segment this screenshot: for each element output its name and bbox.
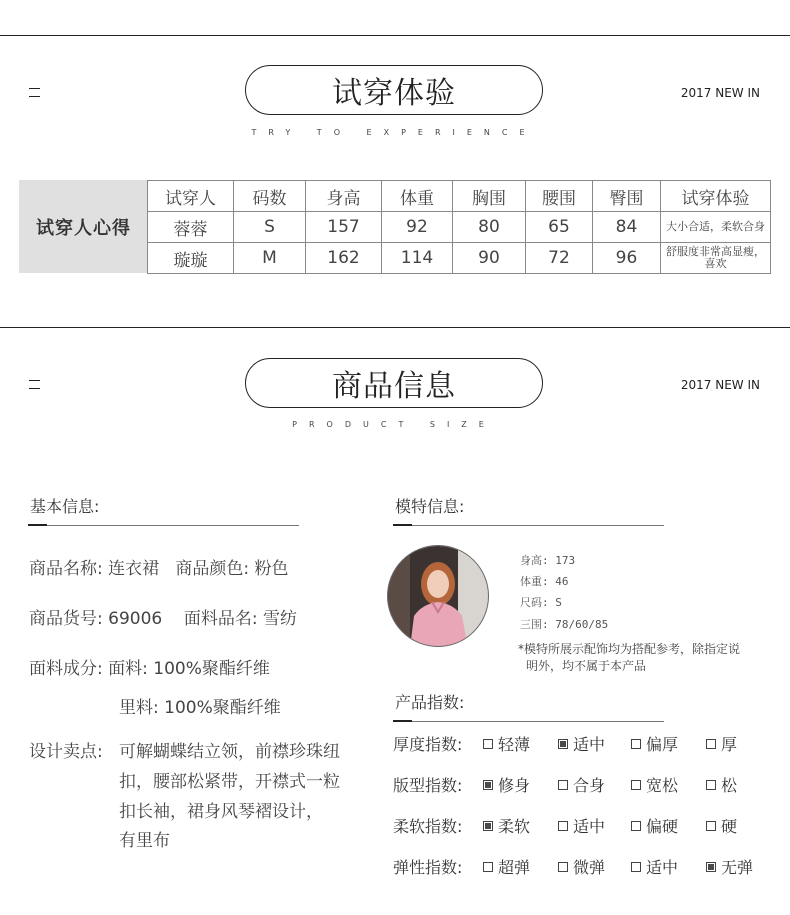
composition-lining: 里料: 100%聚酯纤维 [119,698,281,718]
index-option-label: 适中 [646,858,679,877]
color-value: 粉色 [254,559,289,579]
design-text-line: 扣长袖，裙身风琴褶设计， [119,802,323,822]
index-option-label: 微弹 [573,858,606,877]
info-composition-line [29,654,270,679]
index-row [393,732,773,754]
index-option[interactable] [483,732,530,755]
table-cell: 114 [382,243,453,274]
table-cell: S [234,212,306,243]
info-sku-fabric-line [29,604,297,629]
menu-dash-icon [29,380,40,389]
table-row [148,243,771,274]
table-cell-experience: 舒服度非常高显瘦，喜欢 [661,243,771,274]
middle-divider [0,327,790,328]
index-option[interactable] [558,732,605,755]
model-info-heading: 模特信息: [395,497,465,516]
index-option[interactable] [558,773,605,796]
checkbox-checked-icon[interactable] [558,739,568,749]
section-title-trial: 试穿体验 [245,65,543,115]
table-cell: 92 [382,212,453,243]
checkbox-empty-icon[interactable] [706,780,716,790]
index-option[interactable] [631,773,678,796]
checkbox-empty-icon[interactable] [483,739,493,749]
table-cell: 96 [593,243,661,274]
index-option-label: 偏厚 [646,735,679,754]
name-value: 连衣裙 [108,559,160,579]
section-title-product: 商品信息 [245,358,543,408]
table-row [148,212,771,243]
checkbox-empty-icon[interactable] [631,780,641,790]
model-size: 尺码: S [520,596,562,609]
index-option[interactable] [483,855,530,878]
model-info-underline [393,525,664,526]
index-option[interactable] [558,855,605,878]
new-in-badge: 2017 NEW IN [680,86,760,100]
index-option-label: 修身 [498,776,531,795]
design-text-line: 可解蝴蝶结立领，前襟珍珠纽 [119,742,340,762]
index-option-label: 柔软 [498,817,531,836]
checkbox-empty-icon[interactable] [558,821,568,831]
basic-info-heading: 基本信息: [30,497,100,516]
model-height: 身高: 173 [520,554,576,567]
sku-label: 商品货号: [29,609,103,629]
index-option[interactable] [558,814,605,837]
index-option[interactable] [631,855,678,878]
index-option-label: 适中 [573,817,606,836]
table-cell: 157 [306,212,382,243]
index-option-label: 松 [721,776,738,795]
model-note-line: 明外，均不属于本产品 [526,659,647,673]
info-lining-line [119,693,281,718]
fabric-label: 面料品名: [183,609,258,629]
index-option[interactable] [631,732,678,755]
table-header-cell: 体重 [382,181,453,212]
model-measurements: 三围: 78/60/85 [520,618,609,631]
index-option[interactable] [706,773,737,796]
fabric-value: 雪纺 [263,609,297,629]
model-photo [387,545,489,647]
table-header-cell: 身高 [306,181,382,212]
checkbox-empty-icon[interactable] [631,862,641,872]
table-cell: 65 [526,212,593,243]
trial-table [147,180,771,274]
checkbox-empty-icon[interactable] [631,821,641,831]
checkbox-empty-icon[interactable] [706,821,716,831]
index-option[interactable] [483,773,530,796]
new-in-badge: 2017 NEW IN [680,378,760,392]
index-row-label: 柔软指数: [393,817,463,836]
table-header-cell: 试穿人 [148,181,234,212]
color-label: 商品颜色: [175,559,250,579]
checkbox-checked-icon[interactable] [706,862,716,872]
table-cell: 162 [306,243,382,274]
model-weight: 体重: 46 [520,575,569,588]
checkbox-empty-icon[interactable] [706,739,716,749]
model-photo-illustration [388,546,489,647]
index-option-label: 宽松 [646,776,679,795]
checkbox-empty-icon[interactable] [558,862,568,872]
index-option[interactable] [706,855,753,878]
name-label: 商品名称: [29,559,103,579]
model-note-line: *模特所展示配饰均为搭配参考，除指定说 [518,642,741,656]
index-option[interactable] [631,814,678,837]
model-note [518,641,778,675]
index-option[interactable] [706,732,737,755]
trial-row-header: 试穿人心得 [19,180,148,273]
index-option-label: 硬 [721,817,738,836]
index-option-label: 轻薄 [498,735,531,754]
product-index-accent [393,720,412,722]
design-text-line: 有里布 [119,831,170,851]
index-option-label: 合身 [573,776,606,795]
info-name-color-line [29,554,289,579]
table-cell: 80 [453,212,526,243]
index-option[interactable] [483,814,530,837]
table-cell: 璇璇 [148,243,234,274]
composition-outer: 面料: 100%聚酯纤维 [108,659,270,679]
model-info-accent [393,524,412,526]
product-index-underline [393,721,664,722]
index-row [393,855,773,877]
basic-info-accent [28,524,47,526]
index-option-label: 厚 [721,735,738,754]
table-header-cell: 臀围 [593,181,661,212]
table-header-cell: 腰围 [526,181,593,212]
sku-value: 69006 [108,609,163,629]
index-option-label: 无弹 [721,858,754,877]
index-row [393,814,773,836]
table-header-row [148,181,771,212]
table-header-cell: 试穿体验 [661,181,771,212]
checkbox-empty-icon[interactable] [631,739,641,749]
menu-dash-icon [29,88,40,97]
design-text-line: 扣，腰部松紧带，开襟式一粒 [119,772,340,792]
section-subtitle-trial: TRY TO EXPERIENCE [251,128,537,137]
composition-label: 面料成分: [29,659,103,679]
basic-info-underline [28,525,299,526]
table-header-cell: 胸围 [453,181,526,212]
index-option-label: 适中 [573,735,606,754]
checkbox-empty-icon[interactable] [558,780,568,790]
index-row-label: 版型指数: [393,776,463,795]
table-cell: 90 [453,243,526,274]
table-cell-experience: 大小合适，柔软合身 [661,212,771,243]
section-subtitle-product: PRODUCT SIZE [292,420,496,429]
index-row [393,773,773,795]
index-row-label: 弹性指数: [393,858,463,877]
index-option[interactable] [706,814,737,837]
table-cell: M [234,243,306,274]
table-cell: 72 [526,243,593,274]
index-option-label: 超弹 [498,858,531,877]
checkbox-checked-icon[interactable] [483,821,493,831]
checkbox-empty-icon[interactable] [483,862,493,872]
product-index-heading: 产品指数: [395,693,465,712]
design-label: 设计卖点: [29,742,103,762]
index-option-label: 偏硬 [646,817,679,836]
table-cell: 84 [593,212,661,243]
checkbox-checked-icon[interactable] [483,780,493,790]
table-cell: 蓉蓉 [148,212,234,243]
top-divider [0,35,790,36]
table-header-cell: 码数 [234,181,306,212]
index-row-label: 厚度指数: [393,735,463,754]
